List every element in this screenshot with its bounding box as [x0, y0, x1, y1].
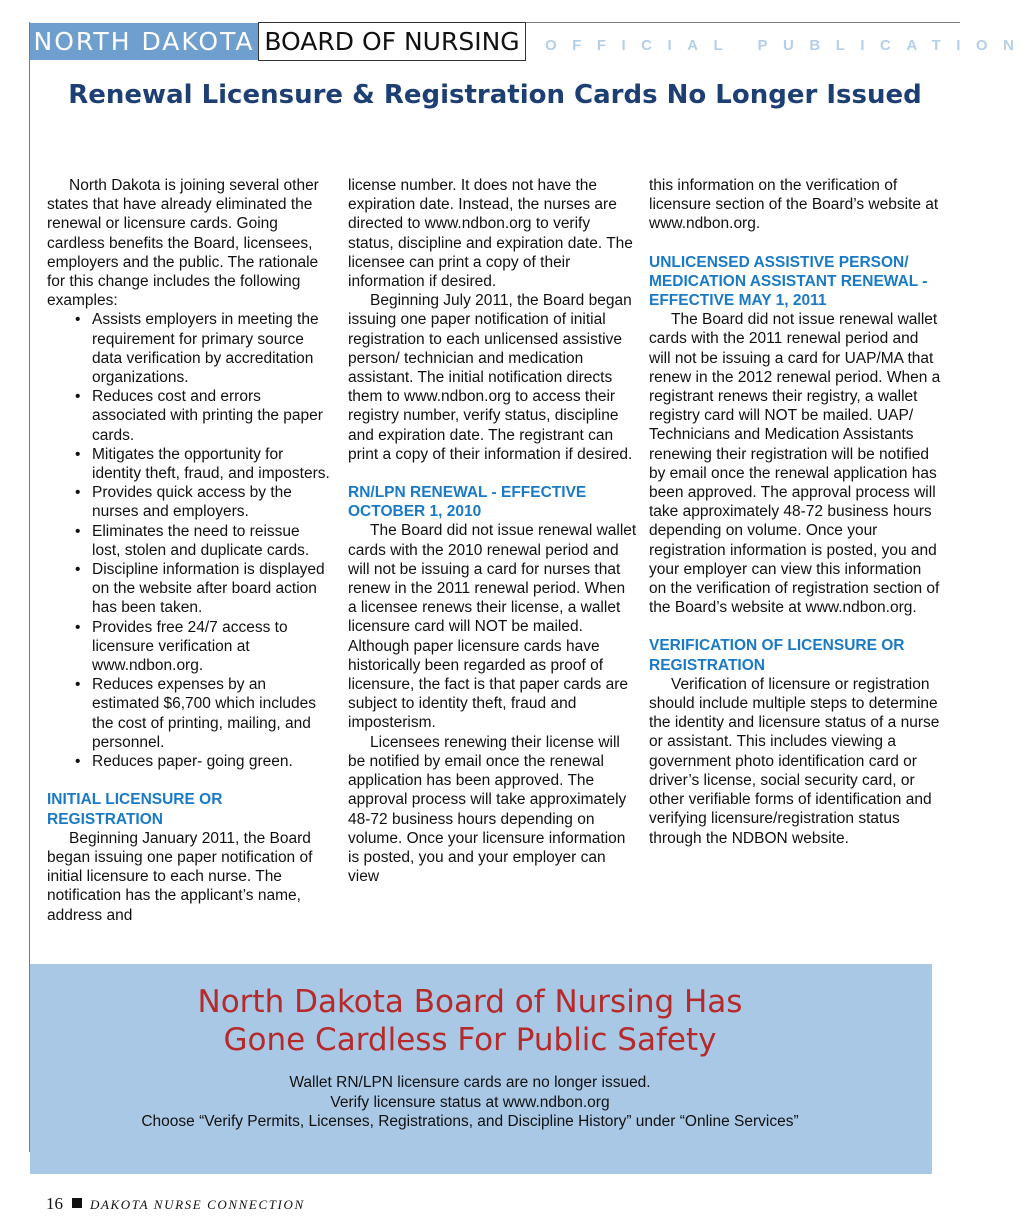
list-item: • Mitigates the opportunity for identity theft, fraud, and imposters.: [92, 445, 332, 483]
rn-notification-paragraph: Licensees renewing their license will be notified by email once the renewal application has been approved. The approval process will take approximately 48-72 business hours depending on volume. Once your licensure information is posted, you and your employer can view: [348, 733, 627, 886]
list-item: • Reduces expenses by an estimated $6,700 which includes the cost of printing, mailing, and personnel.: [92, 675, 332, 752]
section-heading-rn-lpn-renewal: RN/LPN RENEWAL - EFFECTIVE OCTOBER 1, 2010: [348, 484, 587, 521]
uap-renewal-paragraph: The Board did not issue renewal wallet cards with the 2011 renewal period and will not be issuing a card for UAP/MA that renew in the 2012 renewal period. When a registrant renews their registry, a wallet registry card will NOT be mailed. UAP/ Technicians and Medication Assistants renewing their registration will be notified by email once the renewal application has been approved. The approval process will take approximately 48-72 business hours depending on volume. Once your registration information is posted, you and your employer can view this information on the verification of registration section of the Board’s website at www.ndbon.org.: [649, 311, 941, 617]
banner-instructions: [30, 1073, 910, 1132]
intro-paragraph: North Dakota is joining several other states that have already eliminated the renewal or licensure cards. Going cardless benefits the Board, licensees, employers and the public. The rationale for this change includes the following examples:: [47, 177, 319, 310]
list-item: • Assists employers in meeting the requirement for primary source data verification by accreditation organizations.: [92, 310, 332, 387]
masthead-board: BOARD OF NURSING: [258, 22, 526, 61]
list-item: • Reduces cost and errors associated with printing the paper cards.: [92, 387, 332, 445]
cardless-banner: [30, 964, 932, 1174]
page-number: 16: [46, 1194, 63, 1213]
masthead-state: NORTH DAKOTA: [30, 23, 258, 60]
initial-licensure-paragraph: Beginning January 2011, the Board began issuing one paper notification of initial licensure to each nurse. The notification has the applicant’s name, address and: [47, 829, 313, 924]
initial-registration-paragraph: Beginning July 2011, the Board began issuing one paper notification of initial registration to each unlicensed assistive person/ technician and medication assistant. The initial notification directs them to www.ndbon.org to access their registry number, verify status, discipline and expiration date. The registrant can print a copy of their information if desired.: [348, 292, 633, 463]
article-column-2: [348, 176, 638, 886]
banner-title: [30, 983, 910, 1059]
continuation-paragraph: this information on the verification of licensure section of the Board’s website at www.ndbon.org.: [649, 177, 939, 233]
list-item: • Provides free 24/7 access to licensure verification at www.ndbon.org.: [92, 618, 332, 676]
list-item: • Eliminates the need to reissue lost, stolen and duplicate cards.: [92, 522, 332, 560]
article-headline: Renewal Licensure & Registration Cards No Longer Issued: [68, 80, 922, 110]
banner-line: Wallet RN/LPN licensure cards are no longer issued.: [289, 1074, 651, 1091]
masthead-tagline: OFFICIAL PUBLICATION: [545, 37, 1029, 54]
page-footer: [46, 1194, 305, 1214]
section-heading-verification: VERIFICATION OF LICENSURE OR REGISTRATION: [649, 637, 905, 674]
square-bullet-icon: [72, 1198, 82, 1208]
banner-title-line: North Dakota Board of Nursing Has: [197, 984, 743, 1020]
banner-line: Verify licensure status at www.ndbon.org: [330, 1093, 610, 1111]
section-heading-uap-renewal: UNLICENSED ASSISTIVE PERSON/ MEDICATION ASSISTANT RENEWAL - EFFECTIVE MAY 1, 2011: [649, 253, 928, 310]
rationale-list: [47, 310, 332, 771]
list-item: • Reduces paper- going green.: [92, 752, 332, 771]
page-frame-top-rule: [525, 22, 960, 23]
article-column-3: [649, 176, 941, 848]
rn-renewal-paragraph: The Board did not issue renewal wallet cards with the 2010 renewal period and will not be issuing a card for nurses that renew in the 2011 renewal period. When a licensee renews their license, a wallet licensure card will NOT be mailed. Although paper licensure cards have historically been regarded as proof of licensure, the fact is that paper cards are subject to identity theft, fraud and imposterism.: [348, 522, 637, 732]
list-item: • Provides quick access by the nurses and employers.: [92, 483, 332, 521]
list-item: • Discipline information is displayed on the website after board action has been taken.: [92, 560, 332, 618]
continuation-paragraph: license number. It does not have the expiration date. Instead, the nurses are directed to www.ndbon.org to verify status, discipline and expiration date. The licensee can print a copy of their information if desired.: [348, 177, 633, 291]
magazine-name: DAKOTA NURSE CONNECTION: [90, 1197, 305, 1212]
article-column-1: [47, 176, 332, 925]
verification-paragraph: Verification of licensure or registration should include multiple steps to determine the identity and licensure status of a nurse or assistant. This includes viewing a government photo identification card or driver’s license, social security card, or other verifiable forms of identification and verifying licensure/registration status through the NDBON website.: [649, 675, 940, 847]
section-heading-initial-licensure: INITIAL LICENSURE OR REGISTRATION: [47, 791, 223, 828]
banner-line: Choose “Verify Permits, Licenses, Registrations, and Discipline History” under “Online Services”: [141, 1113, 799, 1130]
banner-title-line: Gone Cardless For Public Safety: [223, 1022, 717, 1058]
